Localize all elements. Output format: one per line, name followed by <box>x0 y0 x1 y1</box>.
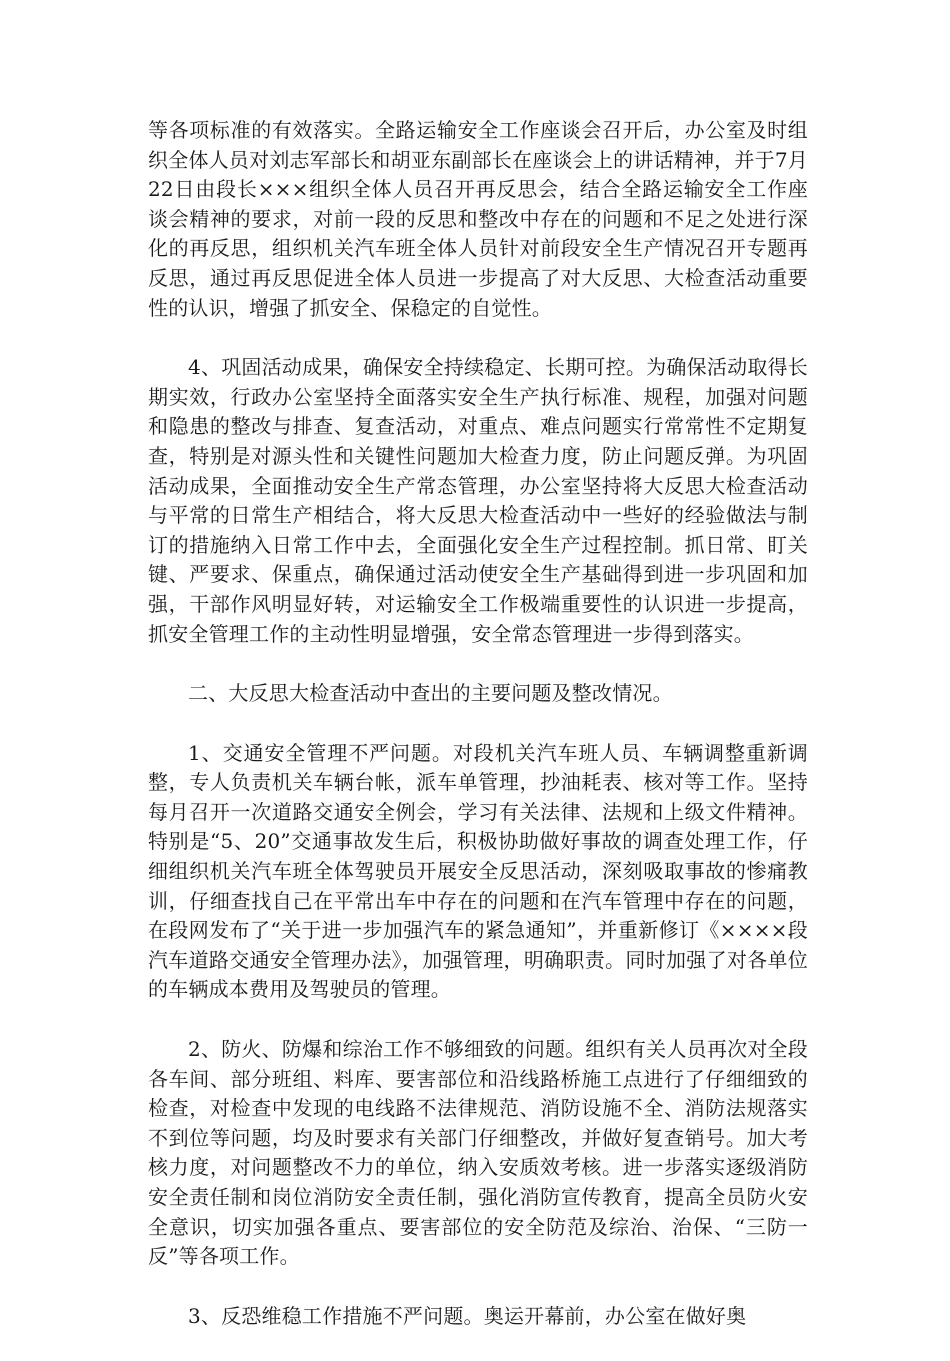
paragraph-item-4: 4、巩固活动成果，确保安全持续稳定、长期可控。为确保活动取得长期实效，行政办公室坚持全面落实安全生产执行标准、规程，加强对问题和隐患的整改与排查、复查活动，对重点、难点问题实行常常性不定期复查，特别是对源头性和关键性问题加大检查力度，防止问题反弹。为巩固活动成果，全面推动安全生产常态管理，办公室坚持将大反思大检查活动与平常的日常生产相结合，将大反思大检查活动中一些好的经验做法与制订的措施纳入日常工作中去，全面强化安全生产过程控制。抓日常、盯关键、严要求、保重点，确保通过活动使安全生产基础得到进一步巩固和加强，干部作风明显好转，对运输安全工作极端重要性的认识进一步提高，抓安全管理工作的主动性明显增强，安全常态管理进一步得到落实。 <box>148 355 808 646</box>
section-heading-2: 二、大反思大检查活动中查出的主要问题及整改情况。 <box>188 681 673 706</box>
paragraph-item-3: 3、反恐维稳工作措施不严问题。奥运开幕前，办公室在做好奥 <box>188 1303 747 1328</box>
paragraph-item-1: 1、交通安全管理不严问题。对段机关汽车班人员、车辆调整重新调整，专人负责机关车辆台帐，派车单管理，抄油耗表、核对等工作。坚持每月召开一次道路交通安全例会，学习有关法律、法规和上级文件精神。特别是“5、20”交通事故发生后，积极协助做好事故的调查处理工作，仔细组织机关汽车班全体驾驶员开展安全反思活动，深刻吸取事故的惨痛教训，仔细查找自己在平常出车中存在的问题和在汽车管理中存在的问题，在段网发布了“关于进一步加强汽车的紧急通知”，并重新修订《××××段汽车道路交通安全管理办法》，加强管理，明确职责。同时加强了对各单位的车辆成本费用及驾驶员的管理。 <box>148 740 808 1002</box>
document-body <box>148 116 808 1361</box>
paragraph-item-2: 2、防火、防爆和综治工作不够细致的问题。组织有关人员再次对全段各车间、部分班组、料库、要害部位和沿线路桥施工点进行了仔细细致的检查，对检查中发现的电线路不法律规范、消防设施不全、消防法规落实不到位等问题，均及时要求有关部门仔细整改，并做好复查销号。加大考核力度，对问题整改不力的单位，纳入安质效考核。进一步落实逐级消防安全责任制和岗位消防安全责任制，强化消防宣传教育，提高全员防火安全意识，切实加强各重点、要害部位的安全防范及综治、治保、“三防一反”等各项工作。 <box>148 1037 808 1269</box>
paragraph-continuation: 等各项标准的有效落实。全路运输安全工作座谈会召开后，办公室及时组织全体人员对刘志军部长和胡亚东副部长在座谈会上的讲话精神，并于7月22日由段长×××组织全体人员召开再反思会，结合全路运输安全工作座谈会精神的要求，对前一段的反思和整改中存在的问题和不足之处进行深化的再反思，组织机关汽车班全体人员针对前段安全生产情况召开专题再反思，通过再反思促进全体人员进一步提高了对大反思、大检查活动重要性的认识，增强了抓安全、保稳定的自觉性。 <box>148 118 808 320</box>
